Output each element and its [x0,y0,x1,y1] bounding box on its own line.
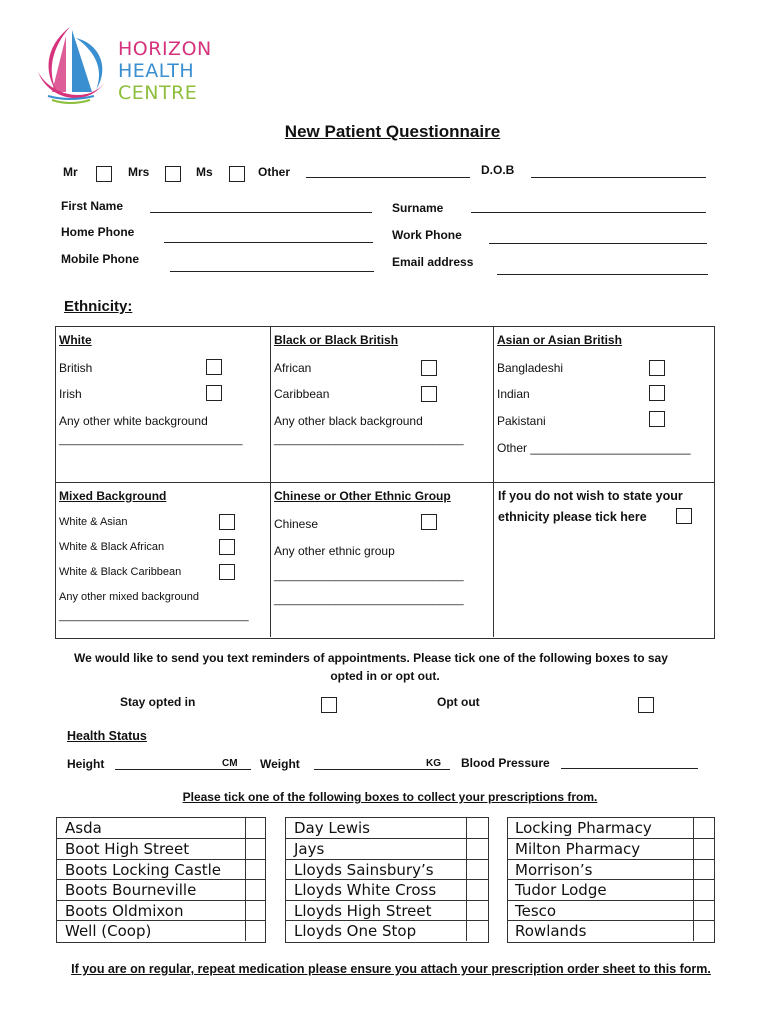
pharmacy-tudor-lodge: Tudor Lodge [515,881,607,899]
white-black-caribbean-checkbox[interactable] [219,564,235,580]
ethnicity-heading: Ethnicity: [64,298,133,315]
black-other-field[interactable]: _______________________________ [274,434,464,446]
height-label: Height [67,757,105,771]
pharmacy-rowlands: Rowlands [515,922,587,940]
reminder-text-2: opted in or opt out. [330,669,440,683]
african-label: African [274,361,312,375]
opt-in-label: Stay opted in [120,695,196,709]
blood-pressure-field[interactable] [561,768,698,769]
pharmacy-boots-oldmixon: Boots Oldmixon [65,902,184,920]
white-header: White [59,333,92,347]
chinese-checkbox[interactable] [421,514,437,530]
pharmacy-tesco: Tesco [515,902,557,920]
tick-box[interactable] [246,839,264,859]
other-ethnic-field-1[interactable]: _______________________________ [274,570,464,582]
white-black-caribbean-label: White & Black Caribbean [59,566,182,578]
pharmacy-boots-locking-castle: Boots Locking Castle [65,861,222,879]
black-header: Black or Black British [274,333,399,347]
weight-label: Weight [260,757,300,771]
mobile-phone-field[interactable] [170,271,374,272]
cm-unit: CM [222,758,238,769]
tick-box[interactable] [246,901,264,920]
decline-checkbox[interactable] [676,508,692,524]
black-other-label: Any other black background [274,414,423,428]
chinese-label: Chinese [274,517,319,531]
title-other-label: Other [258,165,291,179]
home-phone-label: Home Phone [61,225,135,239]
bangladeshi-checkbox[interactable] [649,360,665,376]
logo-sail-icon [30,22,112,104]
pharmacy-milton: Milton Pharmacy [515,840,641,858]
white-black-african-label: White & Black African [59,541,165,553]
footer-note: If you are on regular, repeat medication please ensure you attach your prescription order sheet to this form. [71,962,711,976]
irish-checkbox[interactable] [206,385,222,401]
logo-line2: HEALTH [118,60,195,82]
mixed-other-field[interactable]: _______________________________ [59,610,249,622]
caribbean-checkbox[interactable] [421,386,437,402]
logo-line3: CENTRE [118,82,198,104]
pharmacy-lloyds-sainsburys: Lloyds Sainsbury’s [294,861,434,879]
surname-field[interactable] [471,212,706,213]
indian-label: Indian [497,387,530,401]
mrs-checkbox[interactable] [165,166,181,182]
title-ms-label: Ms [196,165,213,179]
pharmacy-day-lewis: Day Lewis [294,819,370,837]
mr-checkbox[interactable] [96,166,112,182]
title-mrs-label: Mrs [128,165,150,179]
health-status-heading: Health Status [67,729,147,743]
decline-line1: If you do not wish to state your [498,489,683,503]
opt-out-label: Opt out [437,695,480,709]
white-other-label: Any other white background [59,414,208,428]
email-field[interactable] [497,274,708,275]
pharmacy-lloyds-white-cross: Lloyds White Cross [294,881,437,899]
pharmacy-morrisons: Morrison’s [515,861,593,879]
weight-field[interactable] [314,769,450,770]
opt-out-checkbox[interactable] [638,697,654,713]
asian-header: Asian or Asian British [497,333,622,347]
ms-checkbox[interactable] [229,166,245,182]
kg-unit: KG [426,758,441,769]
prescriptions-heading: Please tick one of the following boxes to collect your prescriptions from. [182,790,598,804]
white-other-field[interactable]: ______________________________ [59,434,243,446]
white-black-african-checkbox[interactable] [219,539,235,555]
pharmacy-jays: Jays [294,840,325,858]
height-field[interactable] [115,769,251,770]
title-other-field[interactable] [306,177,470,178]
mobile-phone-label: Mobile Phone [61,252,139,266]
african-checkbox[interactable] [421,360,437,376]
caribbean-label: Caribbean [274,387,330,401]
opt-in-checkbox[interactable] [321,697,337,713]
tick-box[interactable] [246,818,264,838]
blood-pressure-label: Blood Pressure [461,756,550,770]
page-title: New Patient Questionnaire [284,122,501,141]
home-phone-field[interactable] [164,242,373,243]
tick-box[interactable] [246,921,264,941]
pharmacy-well-coop: Well (Coop) [65,922,152,940]
mixed-other-label: Any other mixed background [59,591,200,603]
other-ethnic-field-2[interactable]: _______________________________ [274,594,464,606]
first-name-label: First Name [61,199,124,213]
first-name-field[interactable] [150,212,372,213]
indian-checkbox[interactable] [649,385,665,401]
dob-label: D.O.B [481,163,515,177]
work-phone-label: Work Phone [392,228,462,242]
bangladeshi-label: Bangladeshi [497,361,564,375]
reminder-text-1: We would like to send you text reminders of appointments. Please tick one of the following boxes to say [74,651,668,665]
british-checkbox[interactable] [206,359,222,375]
logo-line1: HORIZON [118,38,212,60]
other-ethnic-label: Any other ethnic group [274,544,395,558]
pharmacy-lloyds-high-street: Lloyds High Street [294,902,432,920]
pharmacy-locking: Locking Pharmacy [515,819,652,837]
surname-label: Surname [392,201,444,215]
chinese-other-header: Chinese or Other Ethnic Group [274,489,451,503]
pharmacy-asda: Asda [65,819,102,837]
mixed-header: Mixed Background [59,489,167,503]
white-asian-checkbox[interactable] [219,514,235,530]
white-asian-label: White & Asian [59,516,128,528]
email-label: Email address [392,255,474,269]
tick-box[interactable] [246,860,264,879]
dob-field[interactable] [531,177,706,178]
pakistani-label: Pakistani [497,414,546,428]
pharmacy-lloyds-one-stop: Lloyds One Stop [294,922,417,940]
asian-other-field[interactable]: Other ________________________ [497,441,691,455]
tick-box[interactable] [246,880,264,900]
irish-label: Irish [59,387,82,401]
pakistani-checkbox[interactable] [649,411,665,427]
pharmacy-boots-bourneville: Boots Bourneville [65,881,197,899]
pharmacy-boot-high-street: Boot High Street [65,840,190,858]
decline-line2: ethnicity please tick here [498,510,647,524]
work-phone-field[interactable] [489,243,707,244]
title-mr-label: Mr [63,165,78,179]
british-label: British [59,361,93,375]
